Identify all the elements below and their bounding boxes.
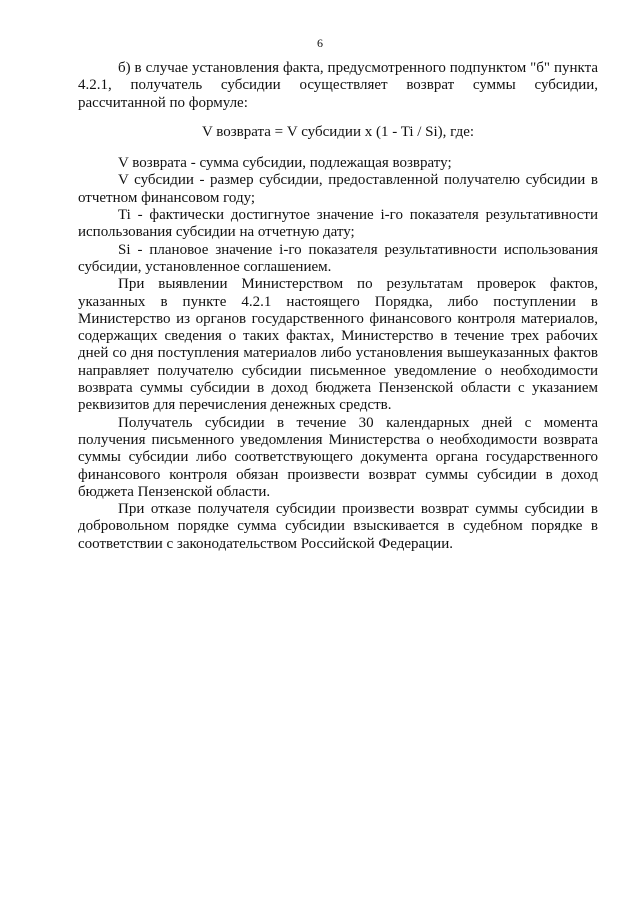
- definition-v-refund: V возврата - сумма субсидии, подлежащая возврату;: [118, 155, 452, 172]
- definition-si: Si - плановое значение i-го показателя результативности использования субсидии, установленное соглашением.: [78, 241, 598, 275]
- paragraph-recipient-refund: Получатель субсидии в течение 30 календарных дней с момента получения письменного уведомления Министерства о необходимости возврата суммы субсидии либо соответствующего документа органа государственного финансового контроля обязан произвести возврат суммы субсидии в доход бюджета Пензенской области.: [78, 414, 598, 500]
- definition-v-subsidy: V субсидии - размер субсидии, предоставленной получателю субсидии в отчетном финансовом году;: [78, 172, 598, 206]
- paragraph-ministry-notice: При выявлении Министерством по результатам проверок фактов, указанных в пункте 4.2.1 настоящего Порядка, либо поступлении в Министерство из органов государственного финансового контроля материалов, содержащих сведения о таких фактах, Министерство в течение трех рабочих дней со дня поступления материалов либо установления вышеуказанных фактов направляет получателю субсидии письменное уведомление о необходимости возврата суммы субсидии в доход бюджета Пензенской области с указанием реквизитов для перечисления денежных средств.: [78, 276, 598, 414]
- page-number: 6: [317, 36, 323, 50]
- refund-formula: V возврата = V субсидии x (1 - Ti / Si), где:: [201, 123, 475, 140]
- paragraph-court-recovery: При отказе получателя субсидии произвести возврат суммы субсидии в добровольном порядке сумма субсидии взыскивается в судебном порядке в соответствии с законодательством Российской Федерации.: [78, 501, 598, 552]
- document-body: [78, 60, 598, 553]
- definition-ti: Ti - фактически достигнутое значение i-го показателя результативности использования субсидии на отчетную дату;: [78, 207, 598, 241]
- paragraph-refund-case: б) в случае установления факта, предусмотренного подпунктом "б" пункта 4.2.1, получатель субсидии осуществляет возврат суммы субсидии, рассчитанной по формуле:: [78, 60, 598, 111]
